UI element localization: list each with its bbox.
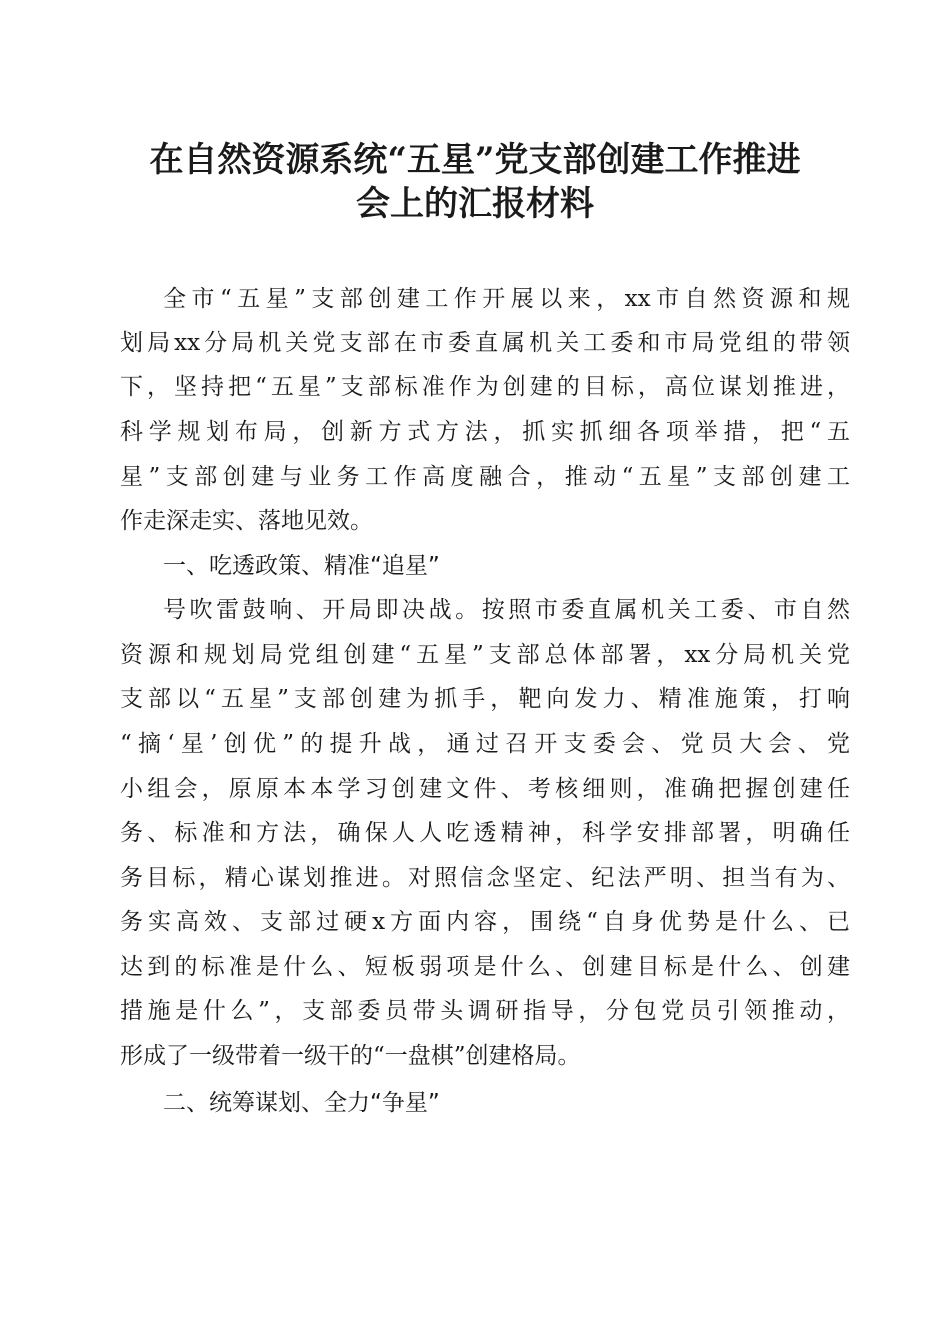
intro-line-5: 星”支部创建与业务工作高度融合，推动“五星”支部创建工 xyxy=(120,464,850,490)
section-1-line-11: 形成了一级带着一级干的“一盘棋”创建格局。 xyxy=(120,1043,581,1069)
document-title-line-1: 在自然资源系统“五星”党支部创建工作推进 xyxy=(149,140,801,180)
section-1-line-3: 支部以“五星”支部创建为抓手，靶向发力、精准施策，打响 xyxy=(120,686,850,712)
intro-line-4: 科学规划布局，创新方式方法，抓实抓细各项举措，把“五 xyxy=(120,419,850,445)
intro-line-6: 作走深走实、落地见效。 xyxy=(120,508,373,534)
section-2-heading: 二、统筹谋划、全力“争星” xyxy=(163,1090,440,1116)
section-1-line-5: 小组会，原原本本学习创建文件、考核细则，准确把握创建任 xyxy=(120,776,850,802)
section-1-heading: 一、吃透政策、精准“追星” xyxy=(163,553,440,579)
section-1-line-6: 务、标准和方法，确保人人吃透精神，科学安排部署，明确任 xyxy=(120,820,850,846)
intro-line-2: 划局xx分局机关党支部在市委直属机关工委和市局党组的带领 xyxy=(120,330,850,356)
section-1-line-9: 达到的标准是什么、短板弱项是什么、创建目标是什么、创建 xyxy=(120,954,850,980)
section-1-line-10: 措施是什么”，支部委员带头调研指导，分包党员引领推动， xyxy=(120,998,850,1024)
section-1-line-1: 号吹雷鼓响、开局即决战。按照市委直属机关工委、市自然 xyxy=(163,597,850,623)
intro-line-1: 全市“五星”支部创建工作开展以来，xx市自然资源和规 xyxy=(163,286,850,312)
section-1-line-7: 务目标，精心谋划推进。对照信念坚定、纪法严明、担当有为、 xyxy=(120,865,850,891)
section-1-line-8: 务实高效、支部过硬x方面内容，围绕“自身优势是什么、已 xyxy=(120,909,850,935)
section-1-line-4: “摘‘星’创优”的提升战，通过召开支委会、党员大会、党 xyxy=(120,731,850,757)
section-1-line-2: 资源和规划局党组创建“五星”支部总体部署，xx分局机关党 xyxy=(120,642,850,668)
intro-line-3: 下，坚持把“五星”支部标准作为创建的目标，高位谋划推进， xyxy=(120,374,850,400)
document-title-line-2: 会上的汇报材料 xyxy=(356,184,594,224)
